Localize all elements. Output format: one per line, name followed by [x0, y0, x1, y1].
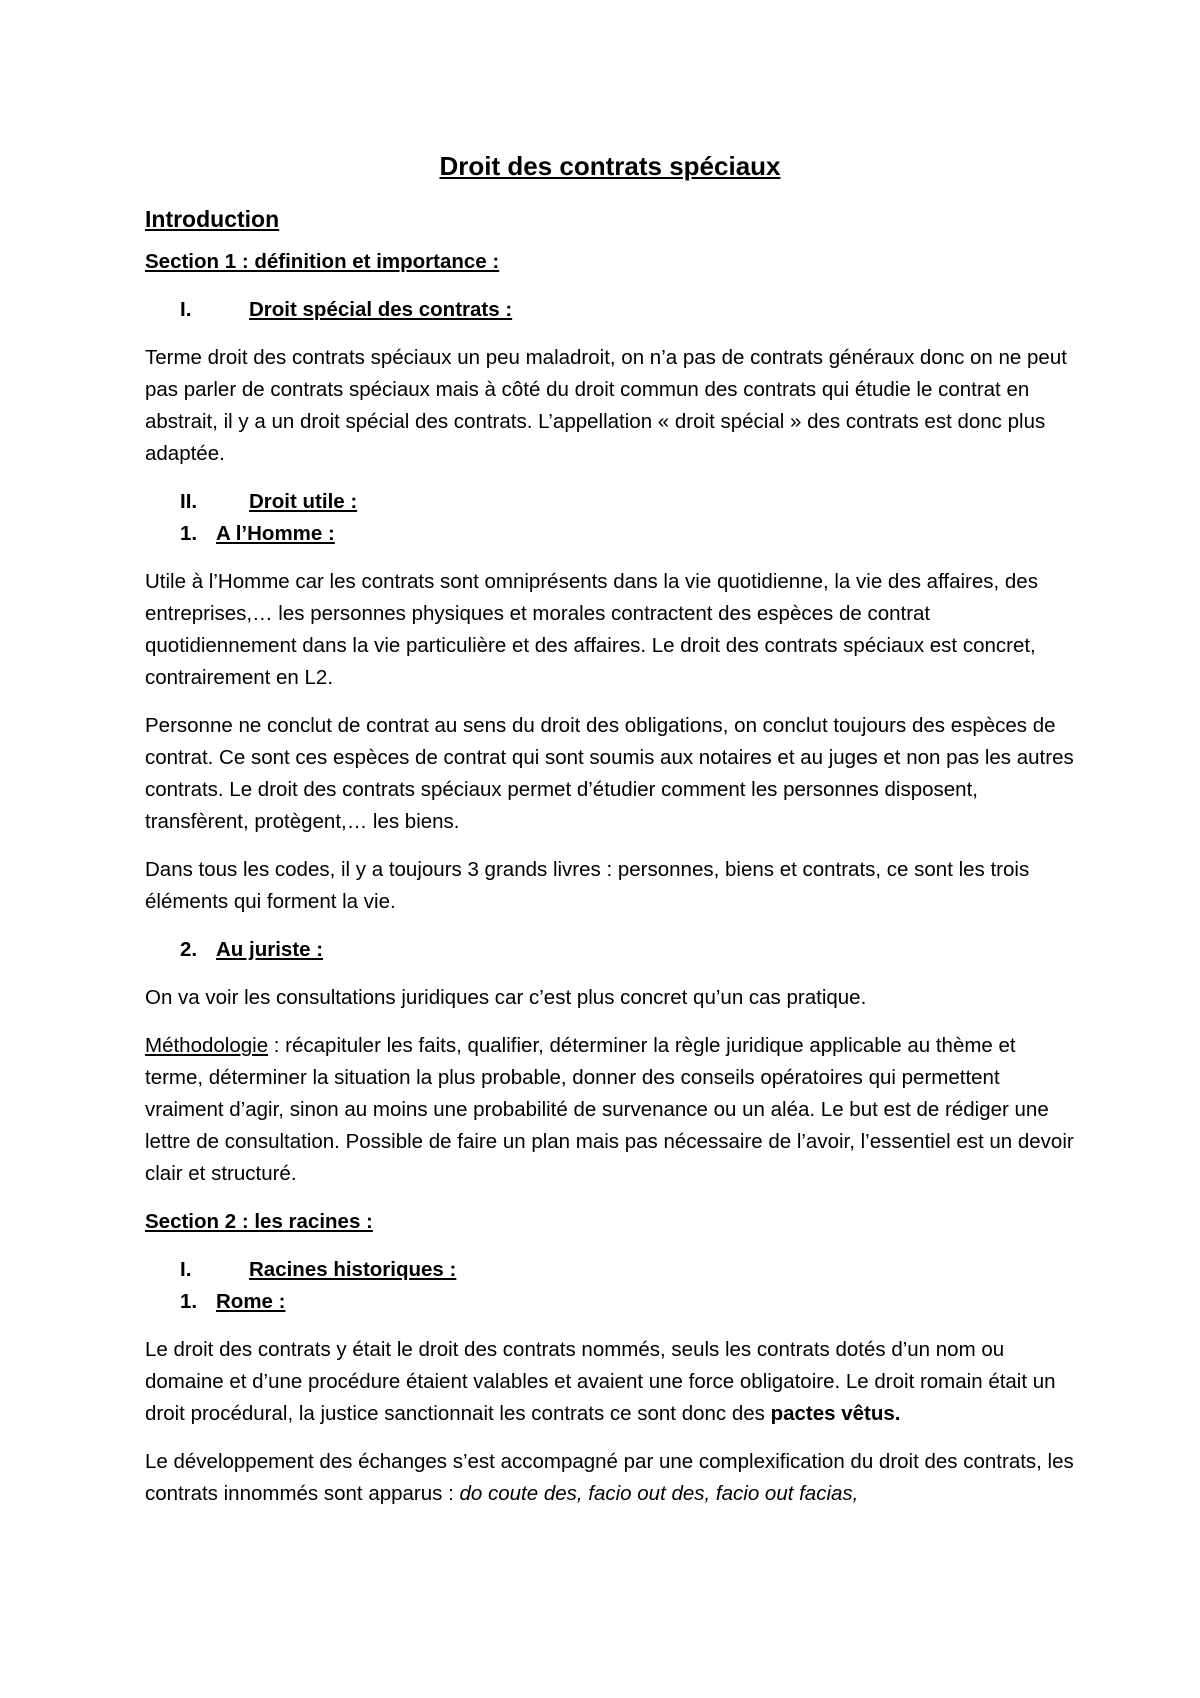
paragraph-consultations: On va voir les consultations juridiques car c’est plus concret qu’un cas pratique.: [145, 986, 867, 1009]
latin-formulas: do coute des, facio out des, facio out facias,: [459, 1482, 859, 1505]
section-2-part-1-heading: [145, 1254, 1075, 1286]
sub-label: A l’Homme :: [216, 522, 335, 545]
subheading-a-lhomme: [145, 518, 1075, 550]
sub-label: Rome :: [216, 1290, 286, 1313]
sub-label: Au juriste :: [216, 938, 324, 961]
sub-number: 1.: [180, 522, 198, 545]
part-label: Droit spécial des contrats :: [249, 298, 513, 321]
introduction-heading: Introduction: [145, 206, 280, 232]
subheading-rome: [145, 1286, 1075, 1318]
part-number: I.: [180, 1258, 192, 1281]
part-number: I.: [180, 298, 192, 321]
methodologie-text: : récapituler les faits, qualifier, déterminer la règle juridique applicable au thème et terme, déterminer la situation la plus probable, donner des conseils opératoires qui permettent vraiment d’agir, sinon au moins une probabilité de survenance ou un aléa. Le but est de rédiger une lettre de consultation. Possible de faire un plan mais pas nécessaire de l’avoir, l’essentiel est un devoir clair et structuré.: [145, 1034, 1074, 1185]
paragraph-droit-special: Terme droit des contrats spéciaux un peu maladroit, on n’a pas de contrats généraux donc on ne peut pas parler de contrats spéciaux mais à côté du droit commun des contrats qui étudie le contrat en abstrait, il y a un droit spécial des contrats. L’appellation « droit spécial » des contrats est donc plus adaptée.: [145, 346, 1067, 465]
developpement-text: Le développement des échanges s’est accompagné par une complexification du droit des contrats, les contrats innommés sont apparus :: [145, 1450, 1074, 1505]
page-title: Droit des contrats spéciaux: [439, 151, 781, 181]
document-body: [145, 148, 1075, 1526]
part-number: II.: [180, 490, 198, 513]
section-1-part-1-heading: [145, 294, 1075, 326]
pactes-vetus: pactes vêtus.: [770, 1402, 901, 1425]
methodologie-label: Méthodologie: [145, 1034, 269, 1057]
sub-number: 1.: [180, 1290, 198, 1313]
sub-number: 2.: [180, 938, 198, 961]
paragraph-rome: [145, 1334, 1075, 1430]
paragraph-methodologie: [145, 1030, 1075, 1190]
paragraph-utile-homme: Utile à l’Homme car les contrats sont omniprésents dans la vie quotidienne, la vie des affaires, des entreprises,… les personnes physiques et morales contractent des espèces de contrat quotidiennement dans la vie particulière et des affaires. Le droit des contrats spéciaux est concret, contrairement en L2.: [145, 570, 1038, 689]
part-label: Racines historiques :: [249, 1258, 457, 1281]
paragraph-personne-ne-conclut: Personne ne conclut de contrat au sens du droit des obligations, on conclut toujours des espèces de contrat. Ce sont ces espèces de contrat qui sont soumis aux notaires et au juges et non pas les autres contrats. Le droit des contrats spéciaux permet d’étudier comment les personnes disposent, transfèrent, protègent,… les biens.: [145, 714, 1074, 833]
part-label: Droit utile :: [249, 490, 358, 513]
rome-text: Le droit des contrats y était le droit des contrats nommés, seuls les contrats dotés d’un nom ou domaine et d’une procédure étaient valables et avaient une force obligatoire. Le droit romain était un droit procédural, la justice sanctionnait les contrats ce sont donc des: [145, 1338, 1056, 1425]
section-1-heading: Section 1 : définition et importance :: [145, 250, 500, 273]
section-1-part-2-heading: [145, 486, 1075, 518]
paragraph-codes: Dans tous les codes, il y a toujours 3 grands livres : personnes, biens et contrats, ce sont les trois éléments qui forment la vie.: [145, 858, 1030, 913]
paragraph-developpement: [145, 1446, 1075, 1510]
section-2-heading: Section 2 : les racines :: [145, 1210, 373, 1233]
subheading-au-juriste: [145, 934, 1075, 966]
